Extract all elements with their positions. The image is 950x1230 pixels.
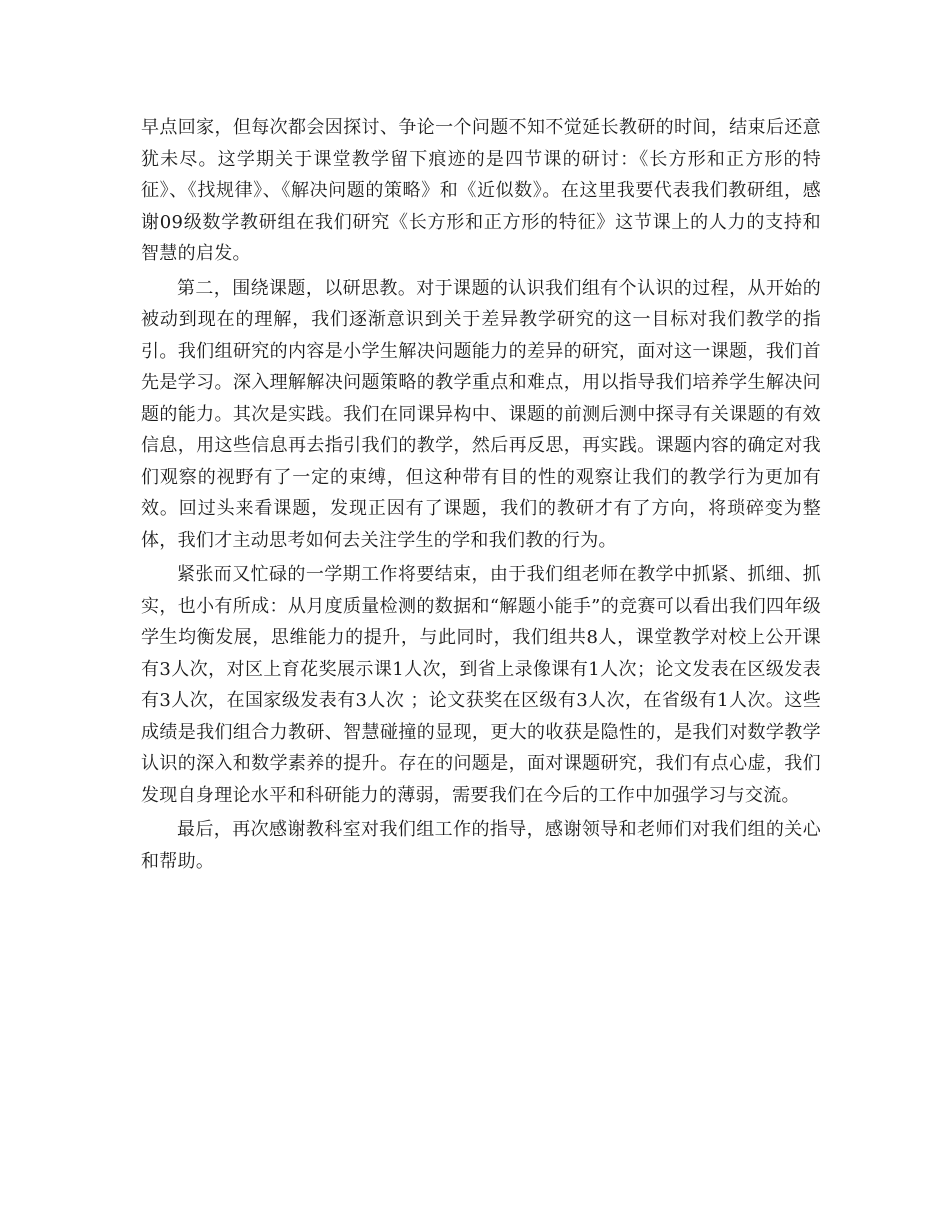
document-body (141, 112, 821, 877)
paragraph-closing: 最后，再次感谢教科室对我们组工作的指导，感谢领导和老师们对我们组的关心和帮助。 (141, 819, 821, 872)
paragraph-second-point: 第二，围绕课题，以研思教。对于课题的认识我们组有个认识的过程，从开始的被动到现在的理解，我们逐渐意识到关于差异教学研究的这一目标对我们教学的指引。我们组研究的内容是小学生解决问题能力的差异的研究，面对这一课题，我们首先是学习。深入理解解决问题策略的教学重点和难点，用以指导我们培养学生解决问题的能力。其次是实践。我们在同课异构中、课题的前测后测中探寻有关课题的有效信息，用这些信息再去指引我们的教学，然后再反思，再实践。课题内容的确定对我们观察的视野有了一定的束缚，但这种带有目的性的观察让我们的教学行为更加有效。回过头来看课题，发现正因有了课题，我们的教研才有了方向，将琐碎变为整体，我们才主动思考如何去关注学生的学和我们教的行为。 (141, 277, 821, 551)
paragraph-achievements: 紧张而又忙碌的一学期工作将要结束，由于我们组老师在教学中抓紧、抓细、抓实，也小有所成：从月度质量检测的数据和“解题小能手”的竞赛可以看出我们四年级学生均衡发展，思维能力的提升，与此同时，我们组共8人，课堂教学对校上公开课有3人次，对区上育花奖展示课1人次，到省上录像课有1人次；论文发表在区级发表有3人次，在国家级发表有3人次 ；论文获奖在区级有3人次，在省级有1人次。这些成绩是我们组合力教研、智慧碰撞的显现，更大的收获是隐性的，是我们对数学教学认识的深入和数学素养的提升。存在的问题是，面对课题研究，我们有点心虚，我们发现自身理论水平和科研能力的薄弱，需要我们在今后的工作中加强学习与交流。 (141, 564, 821, 806)
paragraph-continuation: 早点回家，但每次都会因探讨、争论一个问题不知不觉延长教研的时间，结束后还意犹未尽。这学期关于课堂教学留下痕迹的是四节课的研讨：《长方形和正方形的特征》、《找规律》、《解决问题的策略》和《近似数》。在这里我要代表我们教研组，感谢09级数学教研组在我们研究《长方形和正方形的特征》这节课上的人力的支持和智慧的启发。 (141, 117, 821, 264)
